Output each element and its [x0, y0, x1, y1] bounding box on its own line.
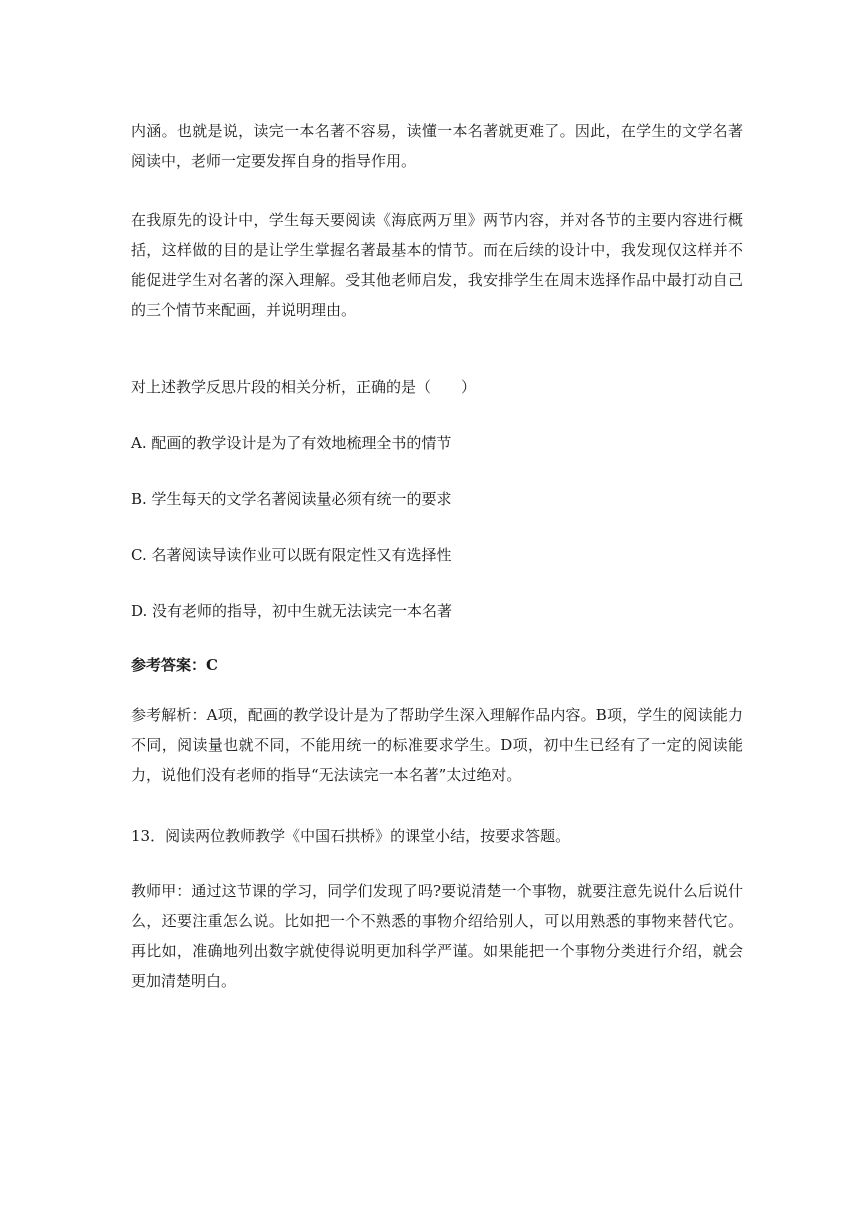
paragraph-intro-end: 内涵。也就是说，读完一本名著不容易，读懂一本名著就更难了。因此，在学生的文学名著阅读中，老师一定要发挥自身的指导作用。 — [131, 122, 743, 170]
analysis: 参考解析：A项，配画的教学设计是为了帮助学生深入理解作品内容。B项，学生的阅读能力不同，阅读量也就不同，不能用统一的标准要求学生。D项，初中生已经有了一定的阅读能力，说他们没有老师的指导“无法读完一本名著”太过绝对。 — [131, 706, 743, 784]
option-d: D. 没有老师的指导，初中生就无法读完一本名著 — [131, 602, 453, 620]
question-13: 13．阅读两位教师教学《中国石拱桥》的课堂小结，按要求答题。 — [131, 827, 571, 845]
option-b: B. 学生每天的文学名著阅读量必须有统一的要求 — [131, 490, 452, 508]
paragraph-design: 在我原先的设计中，学生每天要阅读《海底两万里》两节内容，并对各节的主要内容进行概括，这样做的目的是让学生掌握名著最基本的情节。而在后续的设计中，我发现仅这样并不能促进学生对名著的深入理解。受其他老师启发，我安排学生在周末选择作品中最打动自己的三个情节来配画，并说明理由。 — [131, 211, 743, 319]
option-c: C. 名著阅读导读作业可以既有限定性又有选择性 — [131, 546, 452, 564]
question-stem: 对上述教学反思片段的相关分析，正确的是（ ） — [131, 378, 477, 396]
option-a: A. 配画的教学设计是为了有效地梳理全书的情节 — [131, 434, 452, 452]
answer: 参考答案：C — [131, 656, 218, 674]
teacher-a-summary: 教师甲：通过这节课的学习，同学们发现了吗?要说清楚一个事物，就要注意先说什么后说什么，还要注重怎么说。比如把一个不熟悉的事物介绍给别人，可以用熟悉的事物来替代它。再比如，准确地列出数字就使得说明更加科学严谨。如果能把一个事物分类进行介绍，就会更加清楚明白。 — [131, 882, 743, 990]
